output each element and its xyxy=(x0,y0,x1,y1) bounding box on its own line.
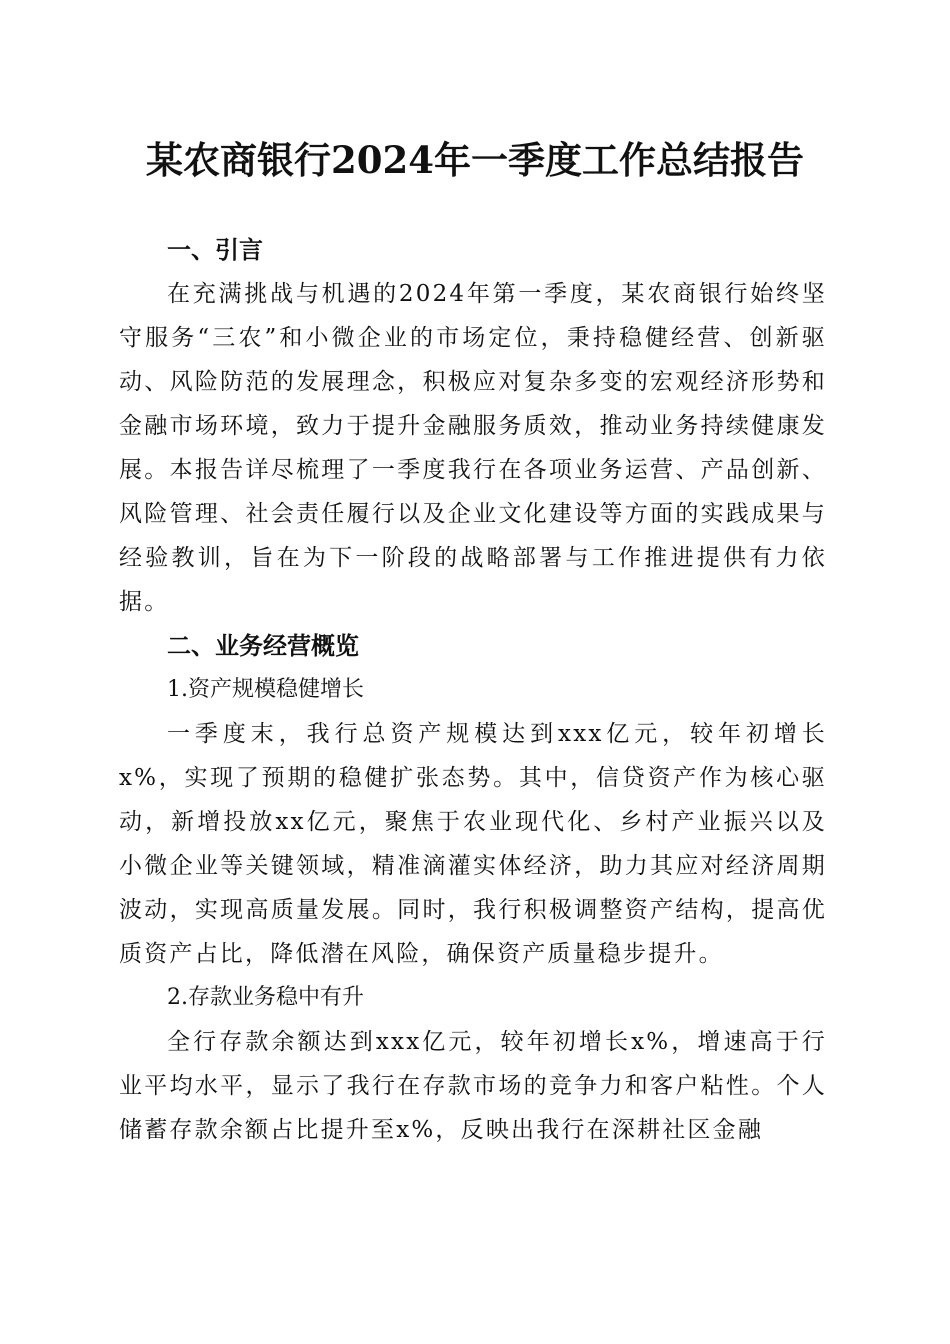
deposit-growth-paragraph: 全行存款余额达到xxx亿元，较年初增长x%，增速高于行业平均水平，显示了我行在存款市场的竞争力和客户粘性。个人储蓄存款余额占比提升至x%，反映出我行在深耕社区金融 xyxy=(119,1029,827,1143)
section-heading-overview: 二、业务经营概览 xyxy=(167,632,359,660)
document-body xyxy=(119,228,827,1152)
subheading-asset-growth: 1.资产规模稳健增长 xyxy=(167,677,364,702)
section-heading-intro: 一、引言 xyxy=(167,236,263,264)
intro-paragraph: 在充满挑战与机遇的2024年第一季度，某农商银行始终坚守服务“三农”和小微企业的市场定位，秉持稳健经营、创新驱动、风险防范的发展理念，积极应对复杂多变的宏观经济形势和金融市场环境，致力于提升金融服务质效，推动业务持续健康发展。本报告详尽梳理了一季度我行在各项业务运营、产品创新、风险管理、社会责任履行以及企业文化建设等方面的实践成果与经验教训，旨在为下一阶段的战略部署与工作推进提供有力依据。 xyxy=(119,281,827,615)
page-title: 某农商银行2024年一季度工作总结报告 xyxy=(146,138,804,182)
asset-growth-paragraph: 一季度末，我行总资产规模达到xxx亿元，较年初增长x%，实现了预期的稳健扩张态势。其中，信贷资产作为核心驱动，新增投放xx亿元，聚焦于农业现代化、乡村产业振兴以及小微企业等关键领域，精准滴灌实体经济，助力其应对经济周期波动，实现高质量发展。同时，我行积极调整资产结构，提高优质资产占比，降低潜在风险，确保资产质量稳步提升。 xyxy=(119,721,827,967)
subheading-deposit-growth: 2.存款业务稳中有升 xyxy=(167,985,364,1010)
